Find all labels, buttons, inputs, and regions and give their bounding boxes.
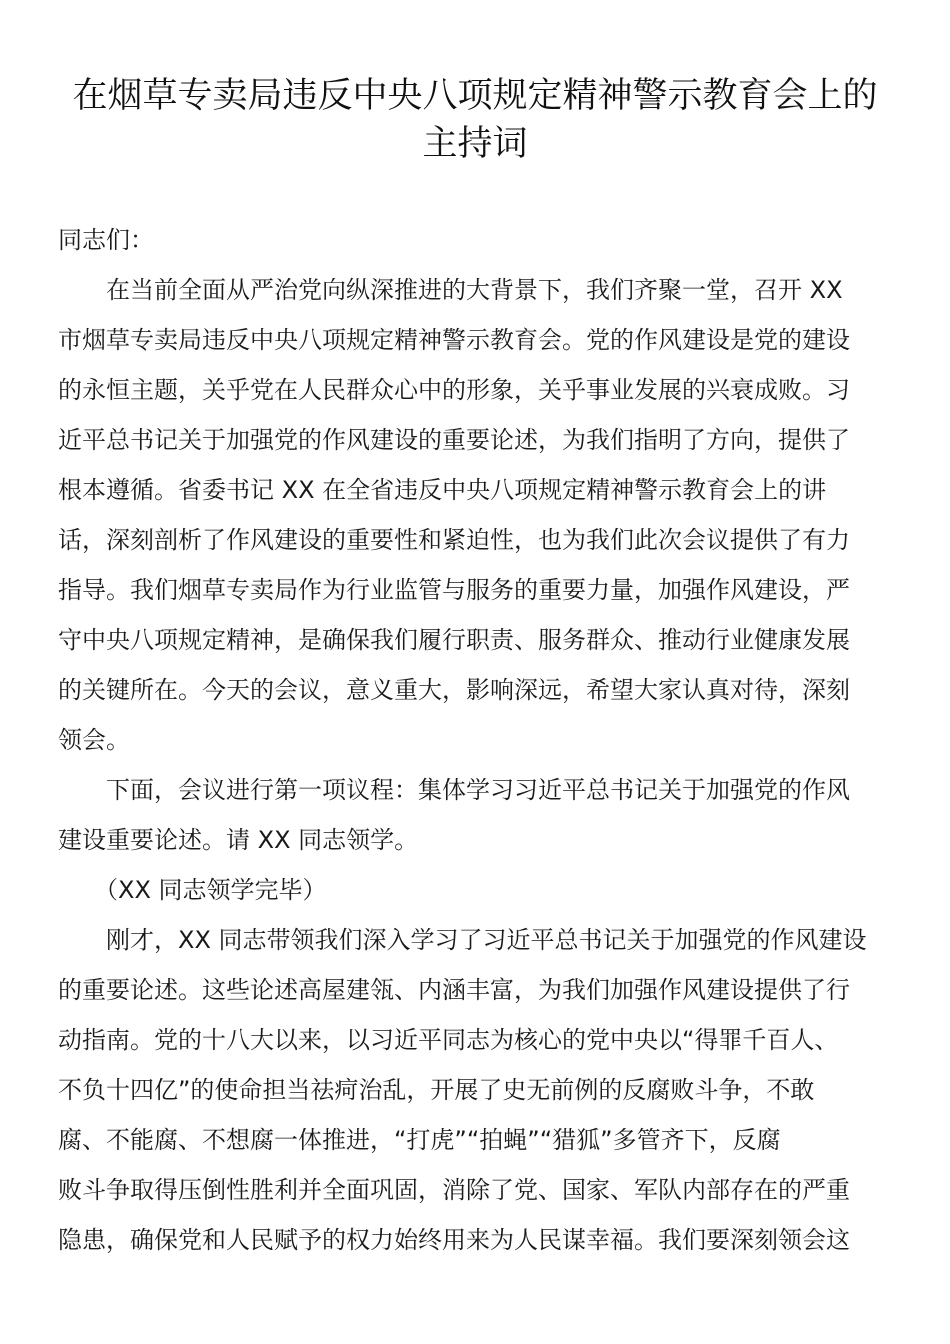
body-line: 指导。我们烟草专卖局作为行业监管与服务的重要力量，加强作风建设，严 (58, 576, 850, 604)
body-line: 建设重要论述。请 XX 同志领学。 (58, 826, 419, 854)
body-line: 的关键所在。今天的会议，意义重大，影响深远，希望大家认真对待，深刻 (58, 676, 850, 704)
body-line: 根本遵循。省委书记 XX 在全省违反中央八项规定精神警示教育会上的讲 (58, 476, 827, 504)
document-title-line-2: 主持词 (422, 124, 528, 164)
body-line: 市烟草专卖局违反中央八项规定精神警示教育会。党的作风建设是党的建设 (58, 326, 850, 354)
body-line: 近平总书记关于加强党的作风建设的重要论述，为我们指明了方向，提供了 (58, 426, 850, 454)
body-line: 动指南。党的十八大以来，以习近平同志为核心的党中央以“得罪千百人、 (58, 1026, 839, 1054)
document-title-line-1: 在烟草专卖局违反中央八项规定精神警示教育会上的 (72, 76, 878, 116)
body-line: （XX 同志领学完毕） (58, 876, 327, 904)
body-line: 败斗争取得压倒性胜利并全面巩固，消除了党、国家、军队内部存在的严重 (58, 1176, 850, 1204)
body-line: 腐、不能腐、不想腐一体推进，“打虎”“拍蝇”“猎狐”多管齐下，反腐 (58, 1126, 781, 1154)
body-line: 在当前全面从严治党向纵深推进的大背景下，我们齐聚一堂，召开 XX (58, 276, 843, 304)
body-line: 领会。 (58, 726, 130, 754)
body-line: 不负十四亿”的使命担当祛疴治乱，开展了史无前例的反腐败斗争，不敢 (58, 1076, 815, 1104)
salutation: 同志们： (58, 226, 154, 254)
body-line: 下面，会议进行第一项议程：集体学习习近平总书记关于加强党的作风 (58, 776, 850, 804)
body-line: 守中央八项规定精神，是确保我们履行职责、服务群众、推动行业健康发展 (58, 626, 850, 654)
body-line: 的永恒主题，关乎党在人民群众心中的形象，关乎事业发展的兴衰成败。习 (58, 376, 850, 404)
body-line: 的重要论述。这些论述高屋建瓴、内涵丰富，为我们加强作风建设提供了行 (58, 976, 850, 1004)
body-line: 话，深刻剖析了作风建设的重要性和紧迫性，也为我们此次会议提供了有力 (58, 526, 850, 554)
body-line: 隐患，确保党和人民赋予的权力始终用来为人民谋幸福。我们要深刻领会这 (58, 1226, 850, 1254)
body-line: 刚才，XX 同志带领我们深入学习了习近平总书记关于加强党的作风建设 (58, 926, 867, 954)
